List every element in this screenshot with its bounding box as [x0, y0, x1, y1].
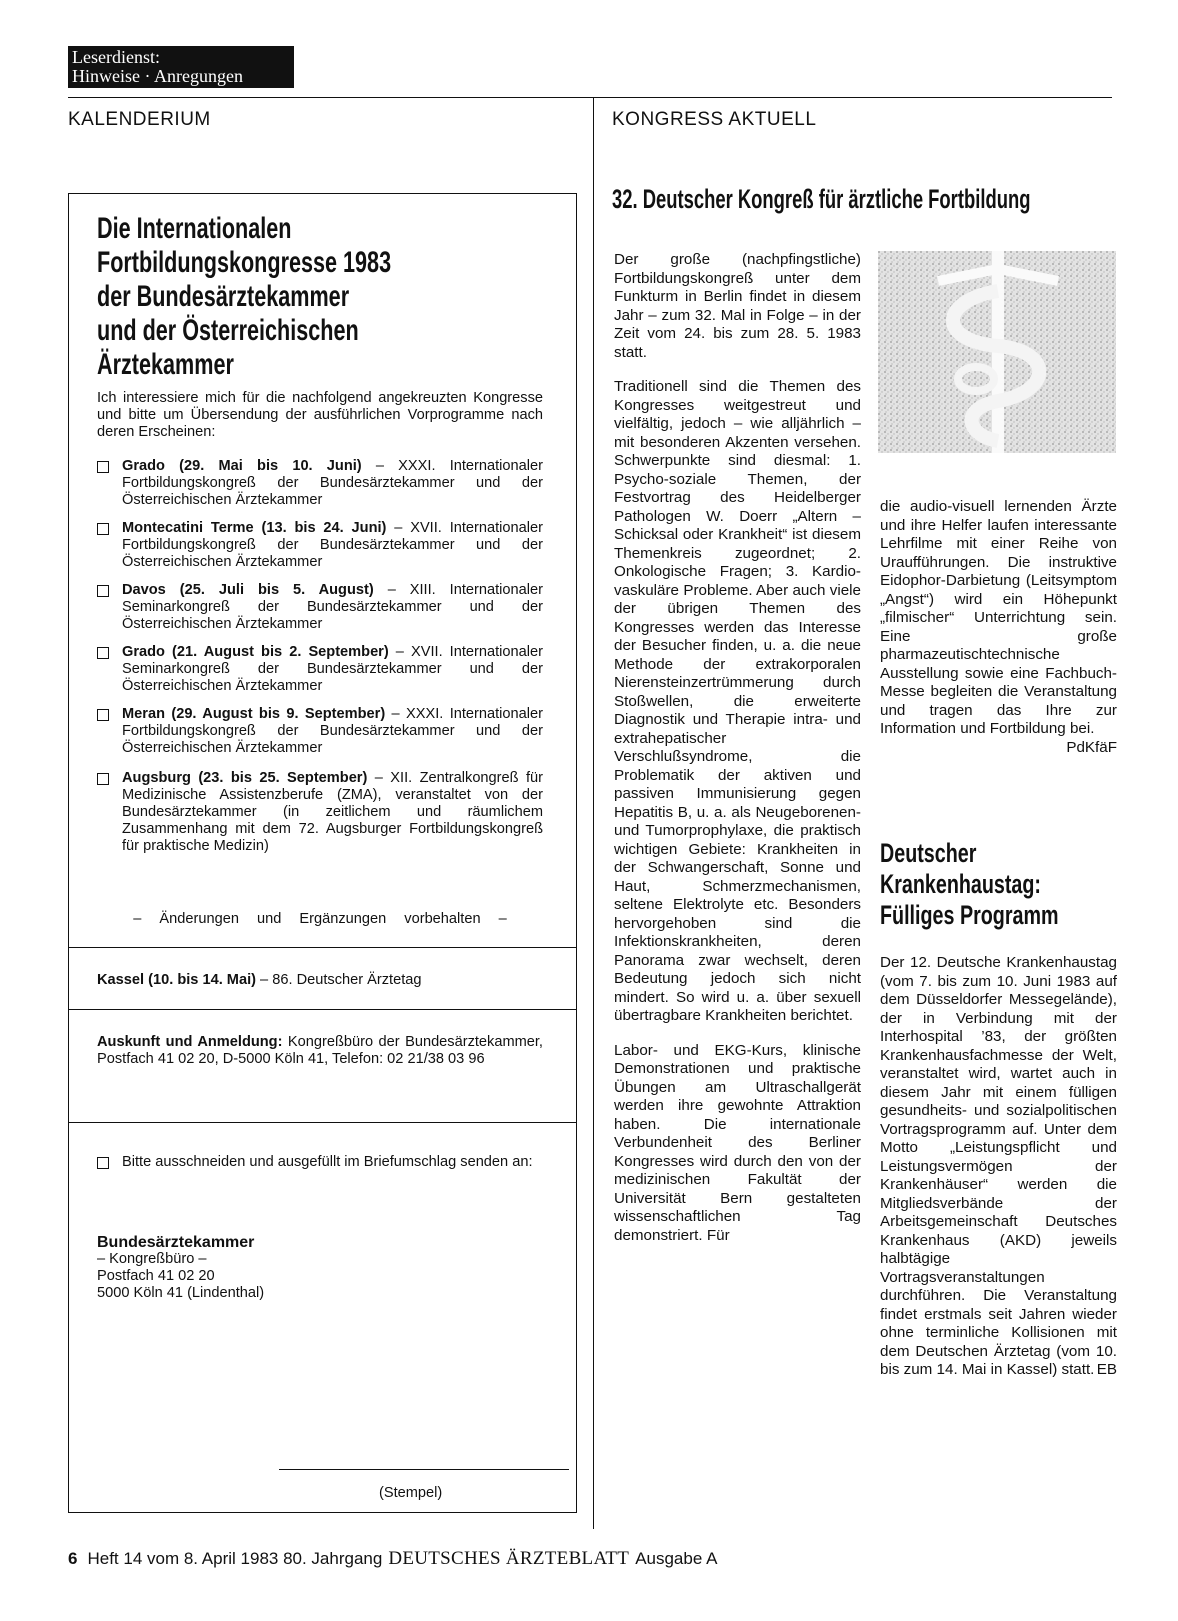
congress-desc: – XII. Zentralkongreß für Medizinische Assistenzberufe (ZMA), veranstaltet von der Bundesärztekammer (in zeitlichem und räumlichem Zusammenhang mit dem 72. Augsburger Fortbildungskongreß für praktische Medizin) [122, 770, 543, 854]
congress-desc: – XIII. Internationaler Seminarkongreß der Bundesärztekammer und der Österreichischen Ärztekammer [122, 582, 543, 632]
article2-paragraph: Der 12. Deutsche Krankenhaustag (vom 7. bis zum 10. Juni 1983 auf dem Düsseldorfer Messegelände), der in Verbindung mit der Interhospital ’83, der größten Krankenhausfachmesse der Welt, veranstaltet wird, wartet auch in diesem Jahr mit einem fülligen gesundheits- und sozialpolitischen Vortragsprogramm auf. Unter dem Motto „Leistungspflicht und Leistungsvermögen der Krankenhäuser“ werden die Mitgliedsverbände der Arbeitsgemeinschaft Deutsches Krankenhaus (AKD) jeweils halbtägige Vortragsveranstaltungen durchführen. Die Veranstaltung findet erstmals seit Jahren wieder ohne terminliche Kollisionen mit dem Deutschen Ärztetag (vom 10. bis zum 14. Mai in Kassel) statt. [880, 954, 1117, 1378]
congress-item[interactable] [97, 582, 543, 633]
article1-signature: PdKfäF [1066, 738, 1117, 756]
congress-item[interactable] [97, 706, 543, 757]
page-footer [68, 1548, 717, 1570]
article2-title-line: Krankenhaustag: [880, 869, 1042, 899]
congress-name: Meran (29. August bis 9. September) [122, 706, 386, 722]
page-number: 6 [68, 1549, 78, 1568]
column-divider [593, 97, 594, 1529]
auskunft-label: Auskunft und Anmeldung: [97, 1034, 283, 1050]
congress-checkbox[interactable] [97, 773, 109, 785]
calendar-title [97, 212, 529, 382]
address-line: 5000 Köln 41 (Lindenthal) [97, 1285, 265, 1301]
edition: Ausgabe A [635, 1549, 718, 1568]
address-block [97, 1234, 543, 1302]
kassel-entry [97, 972, 543, 989]
calendar-title-line: und der Österreichischen [97, 314, 359, 347]
box-divider [69, 1009, 576, 1010]
article2-signature: EB [1096, 1361, 1117, 1378]
article2-title-line: Fülliges Programm [880, 900, 1059, 930]
article2-body [880, 954, 1117, 1380]
congress-checkbox[interactable] [97, 585, 109, 597]
article1-column-right [880, 498, 1117, 757]
congress-checkbox[interactable] [97, 461, 109, 473]
calendar-title-line: Die Internationalen [97, 212, 292, 245]
congress-name: Grado (21. August bis 2. September) [122, 644, 389, 660]
article2-title-line: Deutscher [880, 838, 977, 868]
stamp-label: (Stempel) [379, 1485, 443, 1501]
article1-title: 32. Deutscher Kongreß für ärztliche Fortbildung [612, 184, 1031, 214]
article1-paragraph: Labor- und EKG-Kurs, klinische Demonstrationen und praktische Übungen am Ultraschallgerät werden ihre gewohnte Attraktion haben. Die internationale Verbundenheit des Berliner Kongresses wird durch den von der medizinischen Fakultät der Universität Bern gestalteten wissenschaftlichen Tag demonstriert. Für [614, 1041, 861, 1244]
rubric-kalenderium: KALENDERIUM [68, 109, 211, 130]
aesculapius-photo [878, 251, 1116, 453]
article1-column-left [614, 251, 861, 1261]
congress-name: Augsburg (23. bis 25. September) [122, 770, 368, 786]
address-line: Postfach 41 02 20 [97, 1268, 215, 1284]
article1-paragraph: die audio-visuell lernenden Ärzte und ihre Helfer laufen interessante Lehrfilme mit einer Reihe von Uraufführungen. Die instruktive Eidophor-Darbietung (Leitsymptom „Angst“) wird ein Höhepunkt „filmischer“ Unterrichtung sein. Eine große pharmazeutischtechnische Ausstellung sowie eine Fachbuch-Messe begleiten die Veranstaltung und tragen das Ihre zur Information und Fortbildung bei. [880, 498, 1117, 737]
changes-note: – Änderungen und Ergänzungen vorbehalten – [133, 911, 507, 927]
issue-info: Heft 14 vom 8. April 1983 80. Jahrgang [87, 1549, 383, 1568]
congress-item[interactable] [97, 644, 543, 695]
cutout-instruction[interactable] [97, 1154, 543, 1171]
calendar-title-line: Ärztekammer [97, 348, 234, 381]
box-divider [69, 947, 576, 948]
address-name: Bundesärztekammer [97, 1234, 255, 1251]
congress-item[interactable] [97, 520, 543, 571]
rubric-kongress-aktuell: KONGRESS AKTUELL [612, 109, 817, 130]
section-tag [68, 46, 294, 88]
staff-of-aesculapius-icon [878, 251, 1116, 453]
congress-desc: – XXXI. Internationaler Fortbildungskongreß der Bundesärztekammer und der Österreichischen Ärztekammer [122, 706, 543, 756]
calendar-box [68, 193, 577, 1513]
congress-name: Davos (25. Juli bis 5. August) [122, 582, 374, 598]
address-line: – Kongreßbüro – [97, 1251, 207, 1267]
auskunft-entry [97, 1034, 543, 1068]
section-tag-line1: Leserdienst: [72, 47, 160, 67]
congress-name: Grado (29. Mai bis 10. Juni) [122, 458, 362, 474]
masthead: DEUTSCHES ÄRZTEBLATT [388, 1548, 630, 1569]
section-tag-line2: Hinweise · Anregungen [72, 66, 243, 86]
congress-checkbox[interactable] [97, 647, 109, 659]
congress-item[interactable] [97, 770, 543, 855]
cutout-checkbox[interactable] [97, 1157, 109, 1169]
box-divider [69, 1122, 576, 1123]
article2-title [880, 838, 1172, 931]
auskunft-text: Kongreßbüro der Bundesärztekammer, Postfach 41 02 20, D-5000 Köln 41, Telefon: 02 21/38 03 96 [97, 1034, 543, 1067]
congress-name: Montecatini Terme (13. bis 24. Juni) [122, 520, 387, 536]
congress-item[interactable] [97, 458, 543, 509]
top-rule [68, 97, 1112, 98]
cutout-text: Bitte ausschneiden und ausgefüllt im Briefumschlag senden an: [122, 1154, 533, 1170]
calendar-title-line: Fortbildungskongresse 1983 [97, 246, 392, 279]
stamp-line [279, 1469, 569, 1470]
calendar-intro: Ich interessiere mich für die nachfolgend angekreuzten Kongresse und bitte um Übersendung der ausführlichen Vorprogramme nach deren Erscheinen: [97, 390, 543, 440]
congress-checkbox[interactable] [97, 709, 109, 721]
article1-paragraph: Traditionell sind die Themen des Kongresses weitgestreut und vielfältig, jedoch – wie alljährlich – mit besonderen Akzenten versehen. Schwerpunkte sind diesmal: 1. Psycho-soziale Themen, der Festvortrag des Heidelberger Pathologen W. Doerr „Altern – Schicksal oder Krankheit“ ist diesem Themenkreis zugeordnet; 2. Onkologische Fragen; 3. Kardio-vaskuläre Probleme. Aber auch viele der übrigen Themen des Kongresses werden das Interesse der Besucher finden, u. a. die neue Methode der extrakorporalen Nierensteinzertrümmerung durch Stoßwellen, die erweiterte Diagnostik und Therapie intra- und extrahepatischer Verschlußsyndrome, die Problematik der aktiven und passiven Immunisierung gegen Hepatitis B, u. a. als Neugeborenen- und Tumorprophylaxe, die praktisch wichtigen Gebiete: Krankheiten in der Schwangerschaft, Sonne und Haut, Schmerzmechanismen, seltene Elektrolyte etc. Besonders hervorgehoben sind die Infektionskrankheiten, deren Panorama zwar wechselt, deren Bedeutung jedoch sich nicht mindert. So wird u. a. über sexuell übertragbare Krankheiten berichtet. [614, 378, 861, 1024]
kassel-desc: – 86. Deutscher Ärztetag [256, 972, 422, 988]
congress-desc: – XXXI. Internationaler Fortbildungskongreß der Bundesärztekammer und der Österreichischen Ärztekammer [122, 458, 543, 508]
congress-desc: – XVII. Internationaler Fortbildungskongreß der Bundesärztekammer und der Österreichischen Ärztekammer [122, 520, 543, 570]
article1-paragraph: Der große (nachpfingstliche) Fortbildungskongreß unter dem Funkturm in Berlin findet in diesem Jahr – zum 32. Mal in Folge – in der Zeit vom 24. bis zum 28. 5. 1983 statt. [614, 251, 861, 361]
congress-checkbox[interactable] [97, 523, 109, 535]
kassel-name: Kassel (10. bis 14. Mai) [97, 972, 256, 988]
congress-desc: – XVII. Internationaler Seminarkongreß der Bundesärztekammer und der Österreichischen Ärztekammer [122, 644, 543, 694]
calendar-title-line: der Bundesärztekammer [97, 280, 350, 313]
